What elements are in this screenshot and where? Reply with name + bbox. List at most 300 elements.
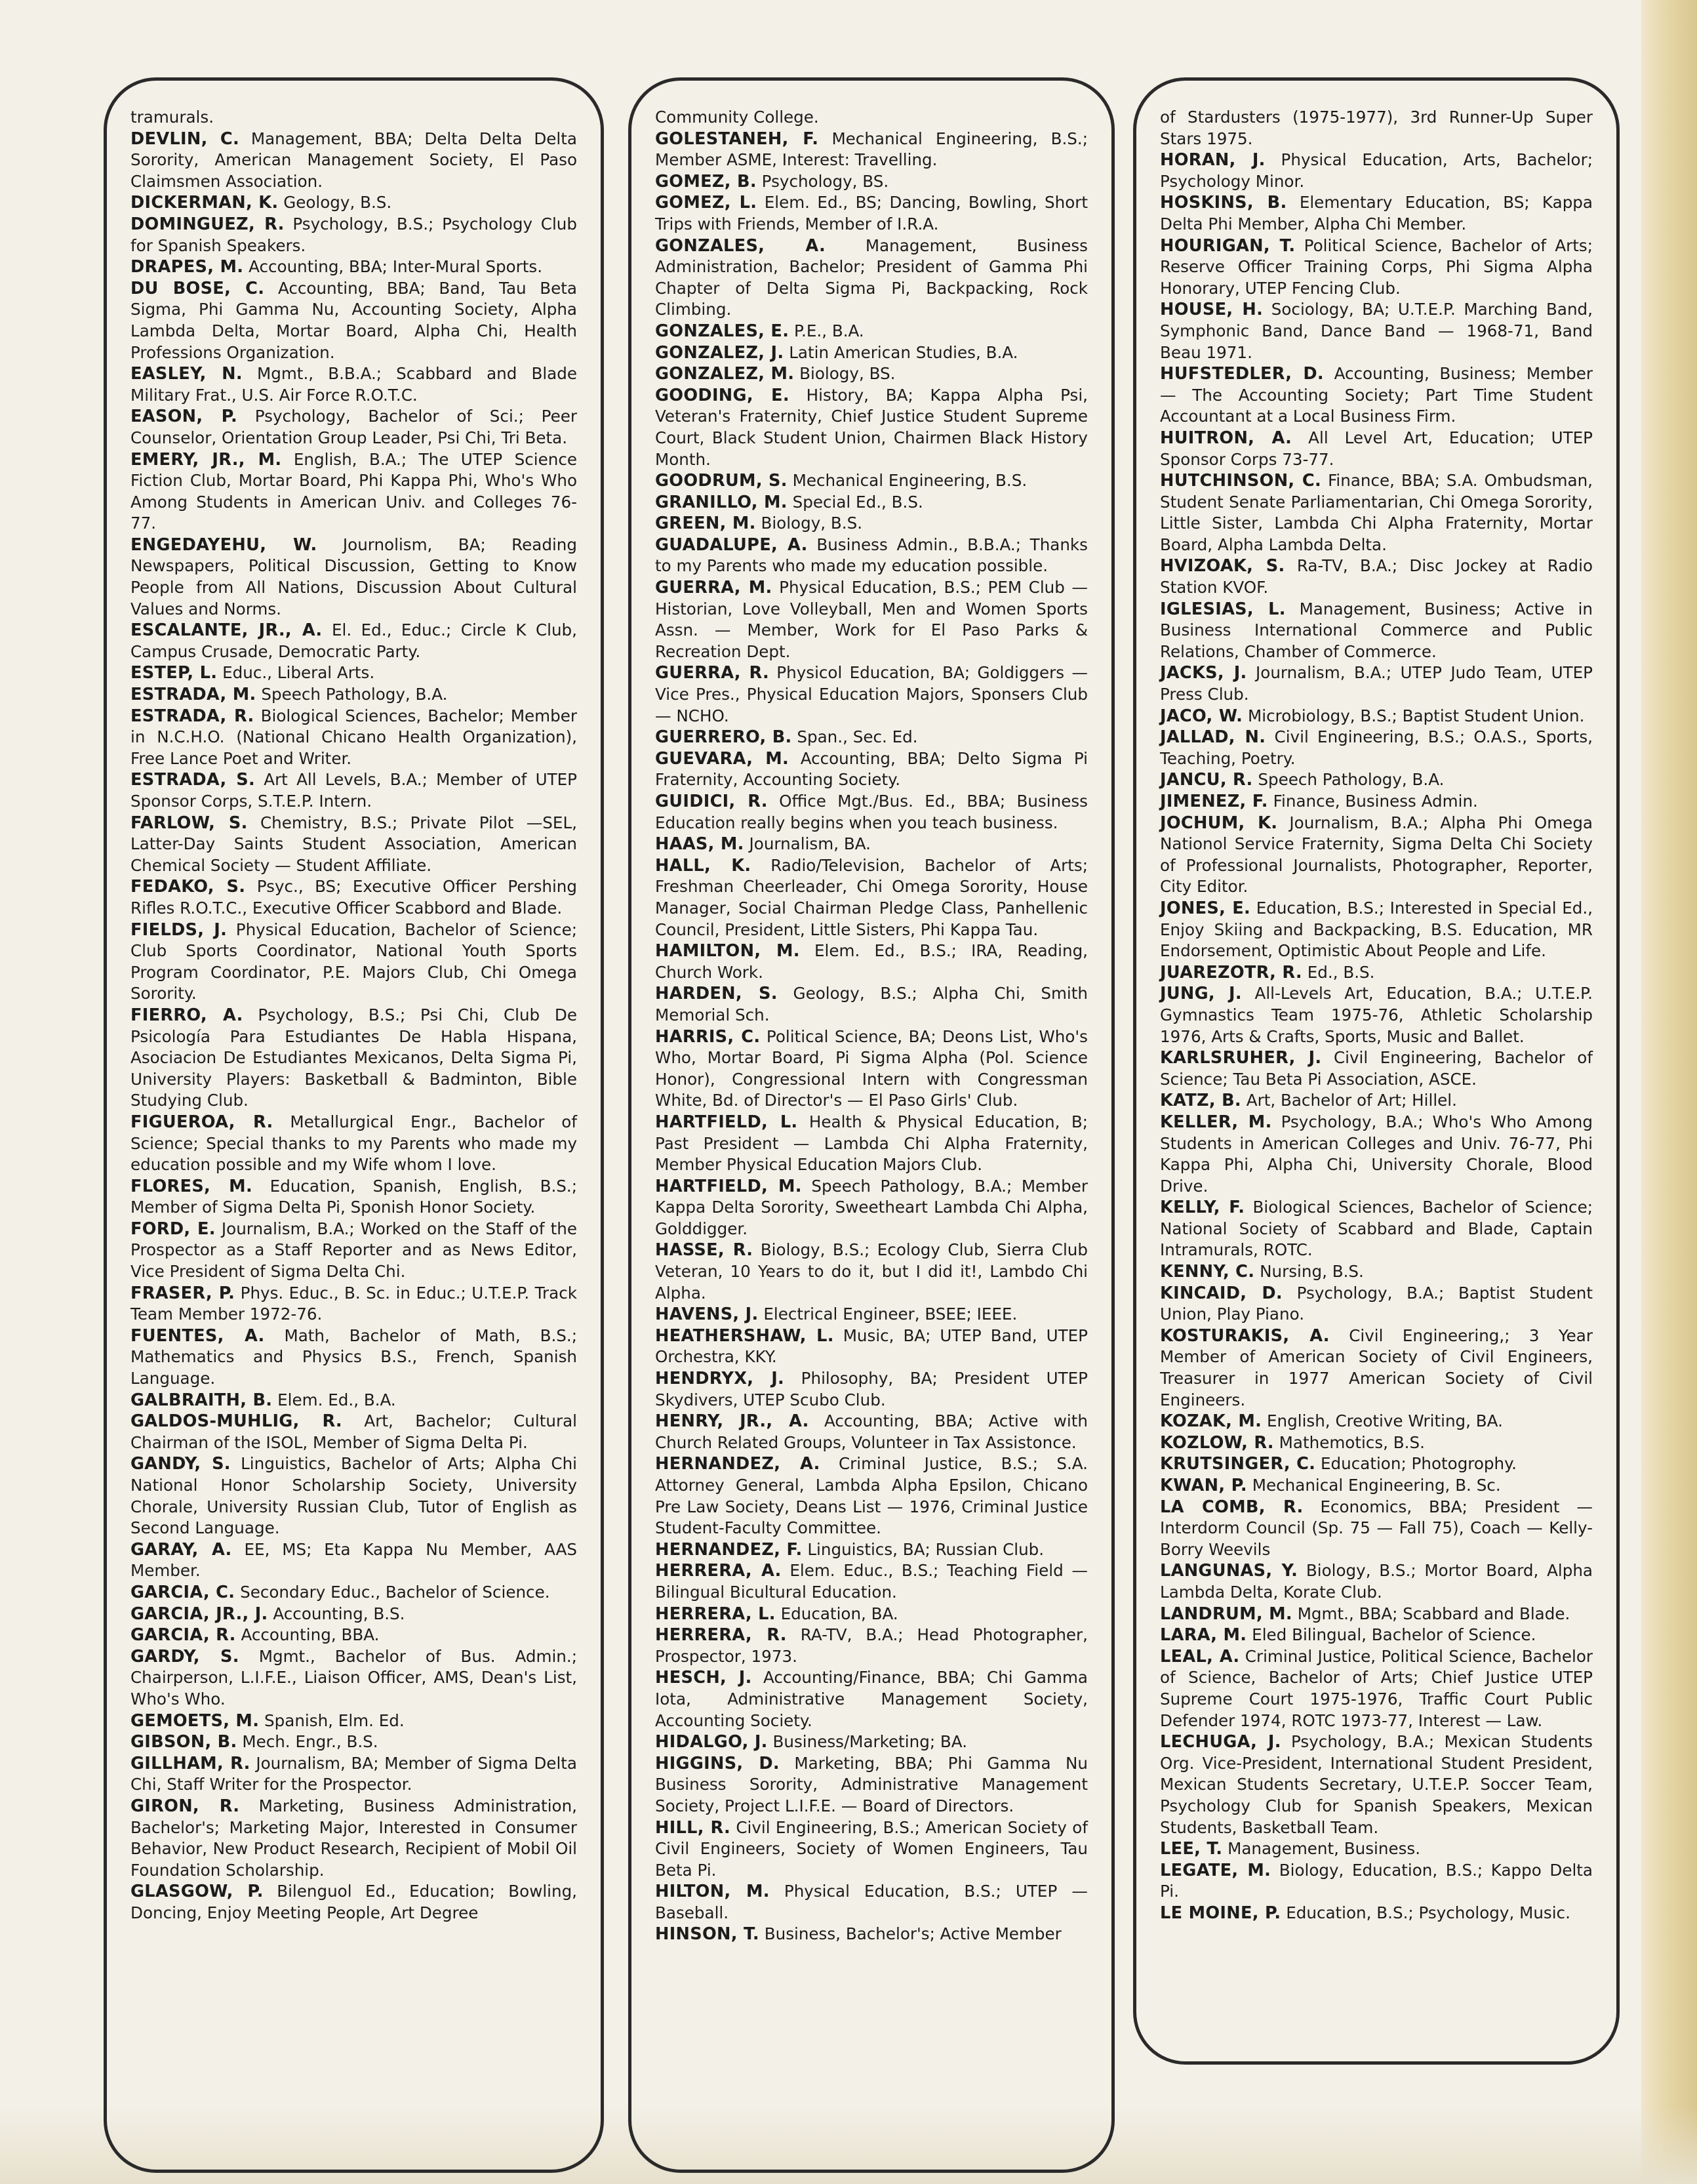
student-details: Office Mgt./Bus. Ed., BBA; Business Education really begins when you teach business. — [655, 792, 1088, 832]
directory-entry — [655, 1176, 1088, 1240]
directory-entry — [1160, 235, 1593, 300]
directory-entry — [1160, 1475, 1593, 1497]
student-name: JOCHUM, K. — [1160, 813, 1278, 833]
student-name: ESTRADA, R. — [130, 706, 254, 726]
student-name: GUIDICI, R. — [655, 792, 768, 811]
student-details: Mech. Engr., B.S. — [242, 1732, 378, 1752]
student-name: HESCH, J. — [655, 1668, 752, 1688]
student-details: Psychology, Bachelor of Sci.; Peer Counselor, Orientation Group Leader, Psi Chi, Tri Beta. — [130, 407, 577, 447]
student-details: Linguistics, BA; Russian Club. — [807, 1539, 1045, 1559]
student-name: HILL, R. — [655, 1817, 730, 1838]
student-details: Civil Engineering,; 3 Year Member of American Society of Civil Engineers, Treasurer in 1977 American Society of Civil Engineers. — [1160, 1325, 1593, 1409]
student-details: Management, Business Administration, Bachelor; President of Gamma Phi Chapter of Delta Sigma Pi, Backpacking, Rock Climbing. — [655, 235, 1088, 319]
student-name: HOUSE, H. — [1160, 300, 1264, 320]
directory-entry — [655, 940, 1088, 983]
student-details: Business/Marketing; BA. — [772, 1732, 968, 1752]
student-name: FIERRO, A. — [130, 1005, 243, 1025]
student-details: Speech Pathology, B.A.; Member Kappa Delta Sorority, Sweetheart Lambda Chi Alpha, Golddigger. — [655, 1176, 1088, 1238]
student-name: GARDY, S. — [130, 1646, 239, 1667]
directory-entry — [130, 406, 577, 449]
directory-entry — [655, 1112, 1088, 1176]
column-1 — [104, 77, 604, 2173]
student-name: GONZALES, E. — [655, 321, 789, 341]
directory-entry — [1160, 1411, 1593, 1432]
student-details: Health & Physical Education, B; Past President — Lambda Chi Alpha Fraternity, Member Physical Education Majors Club. — [655, 1112, 1088, 1175]
directory-entry — [1160, 192, 1593, 235]
student-details: Psychology, B.S.; Psi Chi, Club De Psicología Para Estudiantes De Habla Hispana, Asociacion De Estudiantes Mexicanos, Delta Sigma Pi, University Players: Basketball & Badminton, Bible Studying Club. — [130, 1005, 577, 1110]
directory-entry — [655, 1731, 1088, 1753]
student-details: Journalism, B.A.; Worked on the Staff of the Prospector as a Staff Reporter and as News Editor, Vice President of Sigma Delta Chi. — [130, 1219, 577, 1282]
student-name: GOODING, E. — [655, 385, 789, 405]
student-name: HERRERA, A. — [655, 1561, 782, 1581]
student-details: Phys. Educ., B. Sc. in Educ.; U.T.E.P. Track Team Member 1972-76. — [130, 1283, 577, 1324]
student-name: FIELDS, J. — [130, 920, 228, 940]
student-name: FARLOW, S. — [130, 813, 248, 833]
directory-entry — [1160, 983, 1593, 1047]
student-name: HOSKINS, B. — [1160, 193, 1287, 213]
student-name: LARA, M. — [1160, 1625, 1247, 1646]
student-details: Art All Levels, B.A.; Member of UTEP Sponsor Corps, S.T.E.P. Intern. — [130, 770, 577, 811]
student-name: ESCALANTE, JR., A. — [130, 620, 323, 641]
directory-entry — [1160, 1560, 1593, 1603]
directory-entry — [1160, 1197, 1593, 1261]
student-name: HUITRON, A. — [1160, 428, 1292, 448]
student-name: KRUTSINGER, C. — [1160, 1454, 1316, 1474]
student-name: KWAN, P. — [1160, 1476, 1247, 1495]
student-details: Education, BA. — [780, 1604, 898, 1623]
directory-entry — [130, 1582, 577, 1604]
directory-entry — [130, 256, 577, 278]
directory-entry — [655, 662, 1088, 727]
directory-entry — [655, 1625, 1088, 1667]
directory-entry — [130, 1731, 577, 1753]
student-details: Biological Sciences, Bachelor; Member in N.C.H.O. (National Chicano Health Organization), Free Lance Poet and Writer. — [130, 706, 577, 768]
directory-entry — [1160, 1604, 1593, 1625]
student-details: Psyc., BS; Executive Officer Pershing Rifles R.O.T.C., Executive Officer Scabbord and Blade. — [130, 877, 578, 918]
directory-entry — [655, 1539, 1088, 1561]
student-details: Civil Engineering, B.S.; O.A.S., Sports, Teaching, Poetry. — [1160, 727, 1593, 768]
student-details: Biology, BS. — [799, 364, 896, 384]
student-name: KOSTURAKIS, A. — [1160, 1325, 1330, 1346]
column-2 — [628, 77, 1115, 2173]
directory-entry — [1160, 150, 1593, 192]
student-name: HORAN, J. — [1160, 150, 1266, 171]
student-name: FIGUEROA, R. — [130, 1112, 273, 1132]
student-details: Mechanical Engineering, B.S.; Member ASME, Interest: Travelling. — [655, 129, 1088, 170]
directory-entry — [130, 1176, 577, 1219]
student-name: HIDALGO, J. — [655, 1732, 768, 1752]
student-details: Microbiology, B.S.; Baptist Student Union. — [1248, 706, 1585, 725]
directory-entry — [655, 535, 1088, 577]
student-name: KINCAID, D. — [1160, 1283, 1283, 1303]
directory-entry — [655, 385, 1088, 470]
student-details: Nursing, B.S. — [1260, 1262, 1364, 1282]
student-name: HAAS, M. — [655, 834, 744, 855]
directory-entry — [1160, 706, 1593, 727]
student-details: Psychology, B.A.; Who's Who Among Students in American Colleges and Univ. 76-77, Phi Kappa Phi, Alpha Chi, University Chorale, Blood Drive. — [1160, 1112, 1593, 1196]
student-name: DEVLIN, C. — [130, 129, 239, 149]
student-details: Criminal Justice, B.S.; S.A. Attorney General, Lambda Alpha Epsilon, Chicano Pre Law Society, Deans List — 1976, Criminal Justice Student-Faculty Committee. — [655, 1454, 1088, 1538]
student-details: Biological Sciences, Bachelor of Science; National Society of Scabbard and Blade, Captain Intramurals, ROTC. — [1160, 1198, 1593, 1260]
student-details: Elem. Ed., BS; Dancing, Bowling, Short Trips with Friends, Member of I.R.A. — [655, 193, 1088, 233]
student-details: Accounting, B.S. — [273, 1604, 405, 1623]
directory-entry — [1160, 1646, 1593, 1731]
student-details: P.E., B.A. — [794, 321, 864, 340]
student-name: JACO, W. — [1160, 706, 1243, 726]
directory-entry — [655, 577, 1088, 662]
student-details: Ed., B.S. — [1307, 962, 1375, 982]
directory-entry — [130, 1219, 577, 1283]
student-name: HERRERA, L. — [655, 1604, 776, 1624]
student-details: Management, Business. — [1228, 1839, 1421, 1859]
student-name: LECHUGA, J. — [1160, 1732, 1281, 1752]
student-details: Psychology, BS. — [761, 171, 889, 191]
directory-entry — [655, 1026, 1088, 1112]
student-name: GUERRA, M. — [655, 578, 772, 598]
directory-entry — [655, 727, 1088, 748]
student-name: HVIZOAK, S. — [1160, 556, 1285, 576]
student-details: Political Science, Bachelor of Arts; Reserve Officer Training Corps, Phi Sigma Alpha Honorary, UTEP Fencing Club. — [1160, 235, 1593, 298]
directory-entry — [130, 107, 577, 129]
student-name: KATZ, B. — [1160, 1091, 1241, 1111]
student-name: GONZALEZ, J. — [655, 342, 784, 363]
student-name: JANCU, R. — [1160, 770, 1253, 790]
directory-entry — [1160, 1283, 1593, 1325]
student-details: English, Creotive Writing, BA. — [1267, 1411, 1503, 1431]
student-name: DRAPES, M. — [130, 257, 244, 277]
student-name: ESTEP, L. — [130, 663, 218, 683]
student-name: HARTFIELD, L. — [655, 1112, 798, 1132]
student-details: All Level Art, Education; UTEP Sponsor Corps 73-77. — [1160, 428, 1593, 469]
directory-entry — [130, 1390, 577, 1411]
directory-entry — [655, 1881, 1088, 1924]
student-details: Physical Education, B.S.; PEM Club — Historian, Love Volleyball, Men and Women Sports Assn. — Member, Work for El Paso Parks & Recreation Dept. — [655, 578, 1088, 661]
directory-entry — [130, 662, 577, 684]
directory-entry — [1160, 1625, 1593, 1646]
student-details: Biology, B.S.; Mortor Board, Alpha Lambda Delta, Korate Club. — [1160, 1561, 1593, 1602]
student-details: Education, B.S.; Psychology, Music. — [1286, 1903, 1570, 1922]
student-details: Community College. — [655, 108, 819, 127]
student-name: LEGATE, M. — [1160, 1860, 1271, 1880]
directory-entry — [1160, 470, 1593, 556]
student-details: Journalism, B.A.; UTEP Judo Team, UTEP Press Club. — [1160, 663, 1593, 704]
student-name: GUERRA, R. — [655, 663, 769, 683]
directory-entry — [655, 235, 1088, 321]
student-name: EMERY, JR., M. — [130, 449, 282, 470]
directory-entry — [1160, 299, 1593, 363]
student-name: JUNG, J. — [1160, 984, 1242, 1004]
student-name: HARDEN, S. — [655, 984, 778, 1004]
student-details: Accounting, Business; Member — The Accounting Society; Part Time Student Accountant at a Local Business Firm. — [1160, 364, 1593, 426]
directory-entry — [1160, 363, 1593, 428]
student-name: GOODRUM, S. — [655, 471, 788, 491]
student-name: GUADALUPE, A. — [655, 535, 808, 555]
directory-entry — [655, 192, 1088, 235]
student-name: GIBSON, B. — [130, 1732, 237, 1752]
directory-entry — [1160, 769, 1593, 791]
student-details: Educ., Liberal Arts. — [222, 663, 375, 683]
student-name: JONES, E. — [1160, 898, 1251, 918]
student-details: Linguistics, Bachelor of Arts; Alpha Chi National Honor Scholarship Society, University Chorale, University Russian Club, Tutor of English as Second Language. — [130, 1454, 577, 1538]
student-name: HEATHERSHAW, L. — [655, 1325, 834, 1346]
student-details: Latin American Studies, B.A. — [789, 342, 1018, 362]
directory-entry — [1160, 962, 1593, 984]
directory-entry — [130, 1005, 577, 1112]
student-details: Civil Engineering, B.S.; American Society of Civil Engineers, Society of Women Engineers, Tau Beta Pi. — [655, 1817, 1088, 1880]
student-details: Management, BBA; Delta Delta Delta Sorority, American Management Society, El Paso Claimsmen Association. — [130, 129, 577, 191]
student-details: Accounting, BBA; Band, Tau Beta Sigma, Phi Gamma Nu, Accounting Society, Alpha Lambda Delta, Mortar Board, Alpha Chi, Health Professions Organization. — [130, 278, 577, 362]
student-name: HERRERA, R. — [655, 1625, 787, 1646]
student-name: GIRON, R. — [130, 1796, 240, 1816]
student-name: DU BOSE, C. — [130, 278, 265, 298]
student-name: FORD, E. — [130, 1219, 216, 1239]
student-name: GRANILLO, M. — [655, 492, 788, 512]
directory-entry — [130, 214, 577, 256]
student-name: HINSON, T. — [655, 1924, 759, 1945]
student-details: RA-TV, B.A.; Head Photographer, Prospector, 1973. — [655, 1625, 1088, 1666]
directory-entry — [130, 1646, 577, 1710]
student-details: Special Ed., B.S. — [792, 492, 923, 512]
student-details: Biology, B.S. — [761, 514, 863, 533]
student-details: Spanish, Elm. Ed. — [264, 1710, 405, 1730]
student-name: GARCIA, C. — [130, 1582, 235, 1602]
student-details: Physicol Education, BA; Goldiggers — Vice Pres., Physical Education Majors, Sponsers Club — NCHO. — [655, 663, 1088, 725]
student-details: tramurals. — [130, 108, 214, 127]
student-name: GUERRERO, B. — [655, 727, 792, 748]
student-name: IGLESIAS, L. — [1160, 599, 1286, 619]
directory-entry — [1160, 1112, 1593, 1197]
directory-entry — [1160, 1838, 1593, 1860]
student-name: GARAY, A. — [130, 1539, 232, 1560]
student-details: Journalism, BA; Member of Sigma Delta Chi, Staff Writer for the Prospector. — [130, 1753, 577, 1794]
student-details: Bilenguol Ed., Education; Bowling, Doncing, Enjoy Meeting People, Art Degree — [130, 1882, 577, 1922]
student-name: LANGUNAS, Y. — [1160, 1561, 1298, 1581]
student-details: Geology, B.S. — [283, 193, 392, 212]
column-3 — [1133, 77, 1620, 2065]
directory-entry — [130, 706, 577, 770]
student-name: LEE, T. — [1160, 1839, 1223, 1859]
student-name: LE MOINE, P. — [1160, 1903, 1281, 1923]
directory-entry — [655, 321, 1088, 342]
student-name: LEAL, A. — [1160, 1646, 1240, 1667]
student-name: FUENTES, A. — [130, 1325, 265, 1346]
directory-entry — [1160, 898, 1593, 962]
student-details: English, B.A.; The UTEP Science Fiction Club, Mortar Board, Phi Kappa Phi, Who's Who Among Students in American Univ. and Colleges 76-77. — [130, 449, 577, 533]
student-name: LANDRUM, M. — [1160, 1604, 1292, 1624]
student-name: GANDY, S. — [130, 1454, 231, 1474]
directory-entry — [130, 1710, 577, 1732]
student-name: GOLESTANEH, F. — [655, 129, 819, 149]
student-details: Philosophy, BA; President UTEP Skydivers, UTEP Scubo Club. — [655, 1369, 1088, 1409]
student-name: HARRIS, C. — [655, 1026, 761, 1047]
directory-entry — [1160, 1497, 1593, 1561]
directory-entry — [655, 748, 1088, 791]
directory-entry — [1160, 107, 1593, 150]
student-details: Accounting, BBA; Inter-Mural Sports. — [249, 257, 543, 277]
student-name: JALLAD, N. — [1160, 727, 1266, 748]
student-details: Electrical Engineer, BSEE; IEEE. — [763, 1304, 1018, 1324]
student-details: Journalism, B.A.; Alpha Phi Omega Nationol Service Fraternity, Sigma Delta Chi Society of Professional Journalists, Photographer, Reporter, City Editor. — [1160, 813, 1593, 897]
student-details: Art, Bachelor; Cultural Chairman of the ISOL, Member of Sigma Delta Pi. — [130, 1411, 577, 1452]
student-details: Mgmt., B.B.A.; Scabbard and Blade Military Frat., U.S. Air Force R.O.T.C. — [130, 364, 577, 405]
student-name: GALBRAITH, B. — [130, 1390, 273, 1410]
student-name: GONZALES, A. — [655, 235, 826, 256]
student-details: Criminal Justice, Political Science, Bachelor of Science, Bachelor of Arts; Chief Justice UTEP Supreme Court 1975-1976, Traffic Court Public Defender 1974, ROTC 1973-77, Interest — Law. — [1160, 1646, 1593, 1730]
student-name: HENDRYX, J. — [655, 1369, 785, 1389]
student-name: HARTFIELD, M. — [655, 1176, 802, 1196]
directory-entry — [655, 855, 1088, 940]
directory-entry — [130, 876, 577, 919]
student-details: Mechanical Engineering, B.S. — [792, 471, 1028, 491]
student-details: El. Ed., Educ.; Circle K Club, Campus Crusade, Democratic Party. — [130, 620, 577, 661]
directory-entry — [655, 1604, 1088, 1625]
directory-entry — [1160, 556, 1593, 598]
student-name: HENRY, JR., A. — [655, 1411, 809, 1432]
student-details: Physical Education, Bachelor of Science; Club Sports Coordinator, National Youth Sports Program Coordinator, P.E. Majors Club, Chi Omega Sorority. — [130, 920, 577, 1003]
directory-entry — [1160, 599, 1593, 663]
directory-entry — [655, 1753, 1088, 1817]
student-details: Accounting, BBA. — [241, 1625, 380, 1645]
student-details: Biology, B.S.; Ecology Club, Sierra Club Veteran, 10 Years to do it, but I did it!, Lambdo Chi Alpha. — [655, 1240, 1088, 1303]
student-details: Speech Pathology, B.A. — [1258, 770, 1445, 790]
student-name: JACKS, J. — [1160, 663, 1247, 683]
student-details: Civil Engineering, Bachelor of Science; Tau Beta Pi Association, ASCE. — [1160, 1048, 1593, 1089]
student-details: Accounting, BBA; Delto Sigma Pi Fraternity, Accounting Society. — [655, 748, 1088, 790]
student-details: Mechanical Engineering, B. Sc. — [1252, 1476, 1501, 1495]
student-details: Elem. Educ., B.S.; Teaching Field — Bilingual Bicultural Education. — [655, 1561, 1088, 1602]
student-name: EASLEY, N. — [130, 364, 243, 384]
student-details: Psychology, B.A.; Mexican Students Org. Vice-President, International Student President, Mexican Students Secretary, U.T.E.P. Soccer Team, Psychology Club for Spanish Speakers, Mexican Students, Basketball Team. — [1160, 1732, 1593, 1837]
directory-entry — [655, 1560, 1088, 1603]
student-details: Business Admin., B.B.A.; Thanks to my Parents who made my education possible. — [655, 535, 1088, 576]
student-name: ESTRADA, S. — [130, 770, 255, 790]
student-name: GARCIA, R. — [130, 1625, 236, 1646]
student-details: Mgmt., BBA; Scabbard and Blade. — [1297, 1604, 1570, 1623]
student-details: Elem. Ed., B.S.; IRA, Reading, Church Work. — [655, 941, 1088, 982]
student-details: of Stardusters (1975-1977), 3rd Runner-Up Super Stars 1975. — [1160, 108, 1593, 148]
student-name: GALDOS-MUHLIG, R. — [130, 1411, 342, 1432]
student-details: Radio/Television, Bachelor of Arts; Freshman Cheerleader, Chi Omega Sorority, House Manager, Social Chairman Pledge Class, Panhellenic Council, President, Little Sisters, Phi Kappa Tau. — [655, 855, 1088, 939]
directory-entry — [1160, 1860, 1593, 1903]
student-details: Accounting/Finance, BBA; Chi Gamma Iota, Administrative Management Society, Accounting Society. — [655, 1668, 1088, 1730]
student-details: Span., Sec. Ed. — [797, 727, 918, 747]
directory-entry — [655, 107, 1088, 129]
directory-entry — [130, 1283, 577, 1325]
student-details: Metallurgical Engr., Bachelor of Science; Special thanks to my Parents who made my education possible and my Wife whom I love. — [130, 1112, 577, 1175]
student-name: FLORES, M. — [130, 1176, 252, 1196]
student-details: Journolism, BA; Reading Newspapers, Political Discussion, Getting to Know People from All Nations, Discussion About Cultural Values and Norms. — [130, 535, 577, 618]
student-details: Political Science, BA; Deons List, Who's Who, Mortar Board, Pi Sigma Alpha (Pol. Science Honor), Congressional Intern with Congressman White, Bd. of Director's — El Paso Girls' Club. — [655, 1026, 1088, 1110]
directory-entry — [130, 1604, 577, 1625]
student-details: Elem. Ed., B.A. — [277, 1390, 396, 1409]
directory-entry — [1160, 791, 1593, 813]
student-details: Psychology, B.S.; Psychology Club for Spanish Speakers. — [130, 214, 577, 255]
directory-entry — [130, 1625, 577, 1646]
directory-entry — [655, 492, 1088, 514]
directory-entry — [655, 834, 1088, 855]
student-details: Sociology, BA; U.T.E.P. Marching Band, Symphonic Band, Dance Band — 1968-71, Band Beau 1971. — [1160, 300, 1593, 362]
directory-entry — [1160, 428, 1593, 470]
student-name: GLASGOW, P. — [130, 1882, 264, 1902]
directory-entry — [130, 1411, 577, 1453]
student-name: GARCIA, JR., J. — [130, 1604, 268, 1624]
student-details: Ra-TV, B.A.; Disc Jockey at Radio Station KVOF. — [1160, 556, 1593, 597]
student-details: Mgmt., Bachelor of Bus. Admin.; Chairperson, L.I.F.E., Liaison Officer, AMS, Dean's List, Who's Who. — [130, 1646, 577, 1709]
directory-entry — [1160, 1453, 1593, 1475]
directory-entry — [655, 1667, 1088, 1731]
directory-entry — [130, 1881, 577, 1924]
directory-entry — [130, 1325, 577, 1390]
directory-entry — [655, 1817, 1088, 1882]
student-details: Physical Education, Arts, Bachelor; Psychology Minor. — [1160, 150, 1593, 191]
student-name: KOZLOW, R. — [1160, 1432, 1274, 1453]
directory-entry — [1160, 1090, 1593, 1112]
student-details: Accounting, BBA; Active with Church Related Groups, Volunteer in Tax Assistonce. — [655, 1411, 1088, 1452]
student-details: Eled Bilingual, Bachelor of Science. — [1252, 1625, 1536, 1645]
student-details: Psychology, B.A.; Baptist Student Union, Play Piano. — [1160, 1283, 1593, 1324]
student-name: GEMOETS, M. — [130, 1710, 260, 1731]
student-name: JIMENEZ, F. — [1160, 792, 1268, 811]
directory-entry — [130, 1112, 577, 1176]
directory-entry — [1160, 1432, 1593, 1454]
student-name: KARLSRUHER, J. — [1160, 1048, 1322, 1068]
directory-entry — [130, 535, 577, 620]
directory-entry — [130, 278, 577, 363]
student-name: ENGEDAYEHU, W. — [130, 535, 317, 555]
directory-entry — [130, 129, 577, 193]
directory-entry — [655, 983, 1088, 1026]
student-name: HERNANDEZ, F. — [655, 1539, 803, 1560]
student-details: Art, Bachelor of Art; Hillel. — [1246, 1091, 1457, 1110]
student-name: GONZALEZ, M. — [655, 364, 795, 384]
directory-entry — [1160, 1047, 1593, 1090]
directory-entry — [655, 1240, 1088, 1304]
student-name: KENNY, C. — [1160, 1262, 1255, 1282]
directory-entry — [1160, 727, 1593, 769]
directory-entry — [655, 1411, 1088, 1453]
student-details: Geology, B.S.; Alpha Chi, Smith Memorial Sch. — [655, 984, 1088, 1024]
directory-entry — [130, 620, 577, 662]
student-name: FEDAKO, S. — [130, 877, 246, 897]
directory-entry — [130, 769, 577, 812]
student-name: HILTON, M. — [655, 1882, 770, 1902]
student-details: Secondary Educ., Bachelor of Science. — [240, 1582, 550, 1602]
directory-entry — [130, 1796, 577, 1881]
student-details: Elementary Education, BS; Kappa Delta Phi Member, Alpha Chi Member. — [1160, 193, 1593, 233]
student-name: GREEN, M. — [655, 514, 756, 534]
directory-entry — [1160, 662, 1593, 705]
student-details: Finance, Business Admin. — [1273, 792, 1478, 811]
student-details: Education; Photogrophy. — [1321, 1454, 1517, 1474]
directory-entry — [1160, 1903, 1593, 1924]
directory-entry — [655, 171, 1088, 193]
student-details: Chemistry, B.S.; Private Pilot —SEL, Latter-Day Saints Student Association, American Chemical Society — Student Affiliate. — [130, 813, 577, 875]
student-details: Mathemotics, B.S. — [1279, 1432, 1425, 1452]
directory-entry — [130, 449, 577, 535]
student-details: Finance, BBA; S.A. Ombudsman, Student Senate Parliamentarian, Chi Omega Sorority, Little Sister, Lambda Chi Alpha Fraternity, Mortar Board, Alpha Lambda Delta. — [1160, 471, 1593, 554]
directory-entry — [655, 513, 1088, 535]
student-name: HOURIGAN, T. — [1160, 235, 1296, 256]
directory-entry — [655, 1453, 1088, 1539]
student-name: GOMEZ, B. — [655, 171, 757, 192]
student-name: EASON, P. — [130, 407, 237, 427]
directory-entry — [130, 1453, 577, 1539]
directory-entry — [1160, 1325, 1593, 1411]
student-details: Management, Business; Active in Business International Commerce and Public Relations, Chamber of Commerce. — [1160, 599, 1593, 661]
student-name: DICKERMAN, K. — [130, 193, 279, 213]
student-name: KELLY, F. — [1160, 1198, 1245, 1218]
student-name: JUAREZOTR, R. — [1160, 962, 1302, 982]
